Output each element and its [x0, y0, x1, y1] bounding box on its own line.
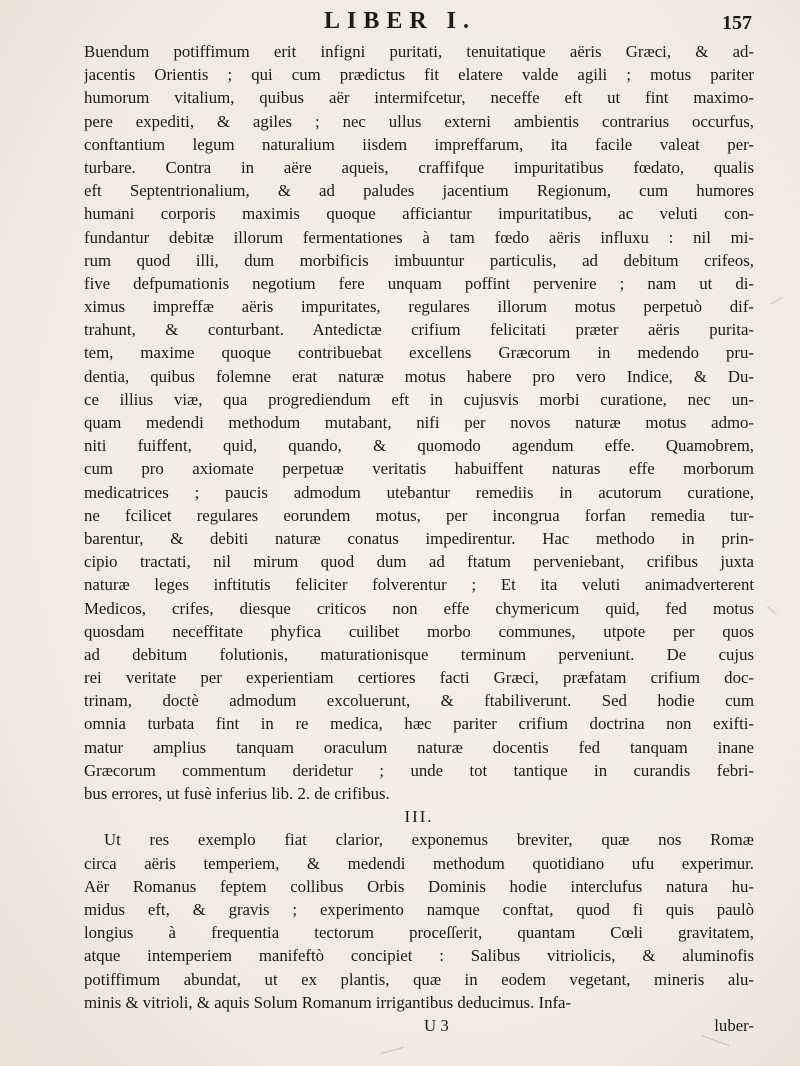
text-line: fundantur debitæ illorum fermentationes à tam fœdo aëris influxu : nil mi-: [84, 227, 754, 247]
text-line: pere expediti, & agiles ; nec ullus externi ambientis contrarius occurfus,: [84, 111, 754, 131]
margin-mark: [771, 297, 784, 305]
text-line: tem, maxime quoque contribuebat excellens Græcorum in medendo pru-: [84, 343, 754, 363]
text-line: conftantium legum naturalium iisdem impreffarum, ita facile valeat per-: [84, 134, 754, 154]
text-line: Medicos, crifes, diesque criticos non effe chymericum quid, fed motus: [84, 598, 754, 618]
text-line: midus eft, & gravis ; experimento namque conftat, quod fi quis paulò: [84, 899, 754, 919]
text-line: omnia turbata fint in re medica, hæc pariter crifium doctrina non exifti-: [84, 714, 754, 734]
text-line: trinam, doctè admodum excoluerunt, & ftabiliverunt. Sed hodie cum: [84, 691, 754, 711]
text-line: niti fuiffent, quid, quando, & quomodo agendum effe. Quamobrem,: [84, 436, 754, 456]
text-line: trahunt, & conturbant. Antedictæ crifium felicitati præter aëris purita-: [84, 320, 754, 340]
text-line: Buendum potiffimum erit infigni puritati, tenuitatique aëris Græci, & ad-: [84, 42, 754, 61]
text-line: minis & vitrioli, & aquis Solum Romanum irrigantibus deducimus. Infa-: [84, 992, 572, 1012]
text-line: dentia, quibus folemne erat naturæ motus habere pro vero Indice, & Du-: [84, 366, 754, 386]
running-head: [0, 4, 800, 40]
text-line: naturæ leges inftitutis feliciter folverentur ; Et ita veluti animadverterent: [84, 575, 754, 595]
text-line: Ut res exemplo fiat clarior, exponemus breviter, quæ nos Romæ: [104, 830, 754, 850]
text-line: rum quod illi, dum morbificis imbuuntur particulis, ad debitum crifeos,: [84, 250, 754, 270]
text-line: Aër Romanus feptem collibus Orbis Dominis hodie interclufus natura hu-: [84, 876, 754, 896]
text-line: longius à frequentia tectorum proceſſerit, quantam Cœli gravitatem,: [84, 923, 754, 943]
text-line: ne fcilicet regulares eorundem motus, per incongrua forfan remedia tur-: [84, 505, 754, 525]
text-line: rei veritate per experientiam certiores facti Græci, præfatam crifium doc-: [84, 668, 754, 688]
text-line: Græcorum commentum deridetur ; unde tot tantique in curandis febri-: [84, 760, 754, 780]
book-title: LIBER I.: [323, 8, 477, 34]
section-number: III.: [404, 807, 434, 827]
text-line: turbare. Contra in aëre aqueis, craffifque impuritatibus fœdato, qualis: [84, 157, 754, 177]
text-line: humani corporis maximis quoque afficiantur impuritatibus, ac veluti con-: [84, 204, 754, 224]
text-line: potiffimum abundat, ut ex plantis, quæ in eodem vegetant, mineris alu-: [84, 969, 754, 989]
margin-mark: [767, 606, 777, 614]
body-text: [84, 40, 754, 1037]
text-line: atque intemperiem manifeftò concipiet : Salibus vitriolicis, & aluminofis: [84, 946, 754, 966]
text-line: eft Septentrionalium, & ad paludes jacentium Regionum, cum humores: [84, 181, 754, 201]
text-line: bus errores, ut fusè inferius lib. 2. de crifibus.: [84, 784, 390, 803]
text-line: ximus impreffæ aëris impuritates, regulares illorum motus perpetuò dif-: [84, 297, 754, 317]
text-line: matur amplius tanquam oraculum naturæ docentis fed tanquam inane: [84, 737, 754, 757]
text-line: ce illius viæ, qua progrediendum eft in cujusvis morbi curatione, nec un-: [84, 389, 754, 409]
paragraph-1: [84, 40, 754, 805]
text-line: five defpumationis negotium fere unquam poffint pervenire ; nam ut di-: [84, 273, 754, 293]
margin-mark: [380, 1047, 403, 1054]
text-line: barentur, & debiti naturæ conatus impedirentur. Hac methodo in prin-: [84, 528, 754, 548]
text-line: cum pro axiomate perpetuæ veritatis habuiffent naturas effe morborum: [84, 459, 754, 479]
text-line: quam medendi methodum mutabant, nifi per novos naturæ motus admo-: [84, 413, 754, 432]
page-footer: [84, 1014, 754, 1037]
paragraph-2: [84, 828, 754, 1014]
text-line: jacentis Orientis ; qui cum prædictus fit elatere valde agili ; motus pariter: [84, 65, 754, 85]
catchword: luber-: [714, 1015, 754, 1035]
signature-mark: U 3: [424, 1015, 449, 1035]
text-line: cipio tractati, nil mirum quod dum ad ftatum perveniebant, crifibus juxta: [84, 552, 754, 572]
text-line: medicatrices ; paucis admodum utebantur remediis in acutorum curatione,: [84, 482, 754, 502]
text-line: ad debitum folutionis, maturationisque terminum perveniunt. De cujus: [84, 644, 754, 664]
text-line: humorum vitalium, quibus aër intermifcetur, neceffe eft ut fint maximo-: [84, 88, 754, 108]
text-line: quosdam neceffitate phyfica cuilibet morbo communes, utpote per quos: [84, 621, 754, 641]
page-number: 157: [722, 12, 752, 34]
text-line: circa aëris temperiem, & medendi methodum quotidiano ufu experimur.: [84, 853, 754, 873]
